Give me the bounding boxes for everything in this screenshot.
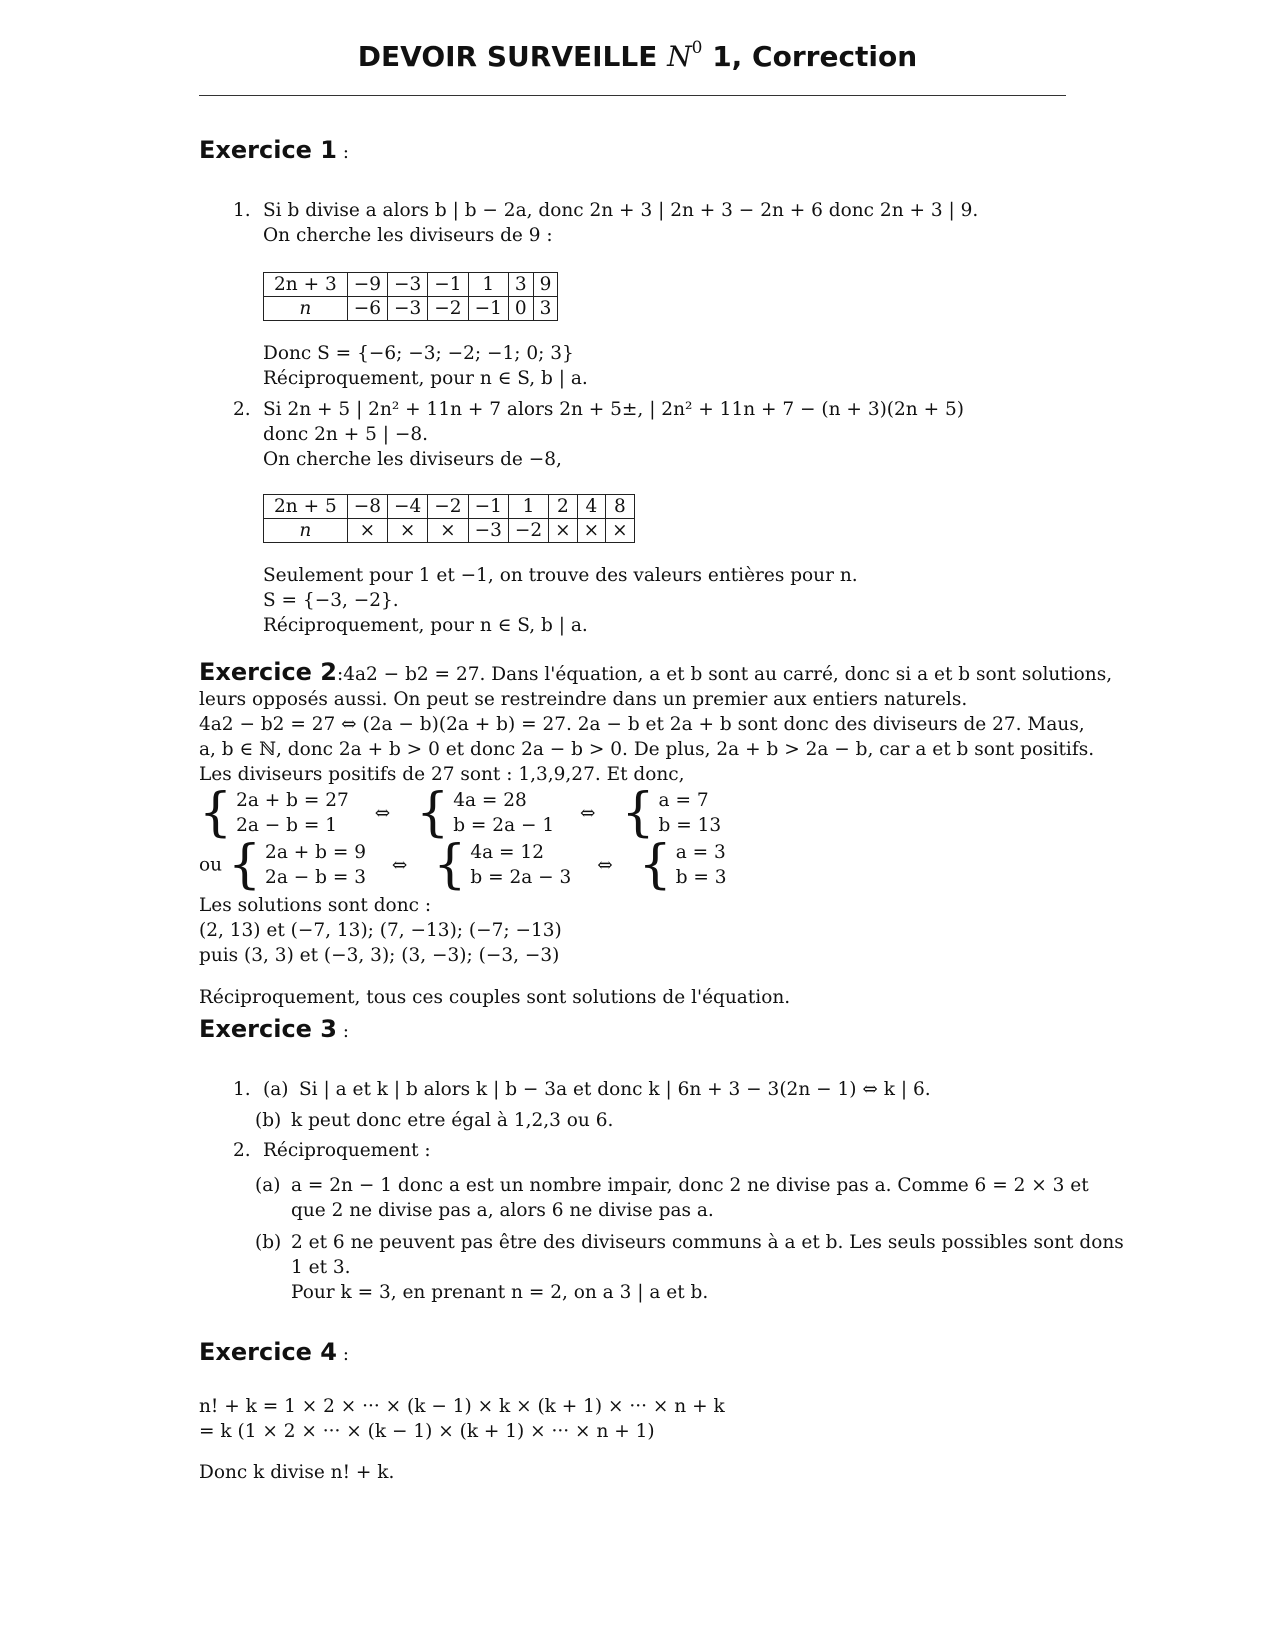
ex3-q1-number: 1. [233, 1079, 251, 1100]
ex3-q2b-line3: Pour k = 3, en prenant n = 2, on a 3 | a et b. [291, 1282, 709, 1303]
table-cell: −2 [428, 297, 468, 321]
table-cell: −3 [468, 519, 508, 543]
ex3-q1b-label: (b) [255, 1110, 282, 1131]
ex1-q2-text1: Si 2n + 5 | 2n² + 11n + 7 alors 2n + 5±, | 2n² + 11n + 7 − (n + 3)(2n + 5) [263, 399, 964, 420]
ex2-line3: 4a2 − b2 = 27 ⇔ (2a − b)(2a + b) = 27. 2a − b et 2a + b sont donc des diviseurs de 27. Maus, [199, 714, 1085, 735]
ex3-q2b-label: (b) [255, 1232, 282, 1253]
ex1-q2-number: 2. [233, 399, 251, 420]
table-cell: × [549, 519, 578, 543]
table-cell: × [388, 519, 428, 543]
table-cell: 2 [549, 495, 578, 519]
ex1-q1-line1 [233, 198, 978, 223]
table-cell: n [264, 519, 348, 543]
ex2-sol1: Les solutions sont donc : [199, 895, 432, 916]
ex2-heading-text: Exercice 2 [199, 658, 337, 686]
ex4-heading-colon: : [342, 1344, 349, 1365]
ex1-q2-line1 [233, 397, 964, 422]
left-brace: { [638, 835, 672, 895]
table-cell: 8 [606, 495, 635, 519]
title-right: 1, Correction [712, 40, 918, 73]
ex3-heading [199, 1017, 1069, 1044]
ex3-q2a-label: (a) [255, 1175, 281, 1196]
ex2-system1 [199, 783, 1069, 843]
ex3-q2a-line2: que 2 ne divise pas a, alors 6 ne divise pas a. [291, 1200, 714, 1221]
equation: 2a + b = 27 [236, 790, 349, 811]
table-cell: −8 [347, 495, 387, 519]
ex2-line4: a, b ∈ ℕ, donc 2a + b > 0 et donc 2a − b > 0. De plus, 2a + b > 2a − b, car a et b sont positifs. [199, 739, 1095, 760]
table-row [264, 495, 635, 519]
ex3-q2a-line1 [255, 1173, 1089, 1198]
ex4-heading-text: Exercice 4 [199, 1338, 337, 1366]
table-cell: 4 [577, 495, 606, 519]
equation: 4a = 28 [453, 790, 527, 811]
ex2-line2: leurs opposés aussi. On peut se restreindre dans un premier aux entiers naturels. [199, 689, 968, 710]
table-cell: −9 [347, 273, 387, 297]
ex4-line1: n! + k = 1 × 2 × ··· × (k − 1) × k × (k + 1) × ··· × n + k [199, 1396, 725, 1417]
page-title [0, 40, 1275, 73]
system-block [470, 840, 571, 890]
title-left: DEVOIR SURVEILLE [357, 40, 658, 73]
ex3-heading-text: Exercice 3 [199, 1015, 337, 1043]
ex1-heading [199, 138, 1069, 165]
ex1-q2-after2: S = {−3, −2}. [263, 590, 399, 611]
table-cell: 9 [533, 273, 558, 297]
ex1-q1-number: 1. [233, 200, 251, 221]
equation: 2a + b = 9 [265, 842, 366, 863]
ex2-text1: :4a2 − b2 = 27. Dans l'équation, a et b sont au carré, donc si a et b sont solutions, [337, 664, 1113, 685]
ex4-line2: = k (1 × 2 × ··· × (k − 1) × (k + 1) × ··· × n + 1) [199, 1421, 655, 1442]
table-cell: −1 [468, 297, 508, 321]
left-brace: { [433, 835, 467, 895]
ex3-q1b [255, 1108, 613, 1133]
table-cell: −4 [388, 495, 428, 519]
ex1-divisor-table-8 [263, 494, 635, 543]
table-cell: 0 [508, 297, 533, 321]
system-block [265, 840, 366, 890]
equation: b = 3 [675, 867, 727, 888]
ex4-line3: Donc k divise n! + k. [199, 1462, 395, 1483]
equation: 2a − b = 3 [265, 867, 366, 888]
table-row [264, 273, 558, 297]
ex1-q1-line2: On cherche les diviseurs de 9 : [263, 225, 553, 246]
left-brace: { [621, 783, 655, 843]
ex1-heading-colon: : [342, 142, 349, 163]
table-cell: × [347, 519, 387, 543]
table-cell: 2n + 5 [264, 495, 348, 519]
ex4-heading [199, 1340, 1069, 1367]
ex2-reciprocal: Réciproquement, tous ces couples sont solutions de l'équation. [199, 987, 791, 1008]
equation: a = 3 [675, 842, 726, 863]
ex3-q2b-line2: 1 et 3. [291, 1257, 351, 1278]
left-brace: { [416, 783, 450, 843]
table-cell: × [428, 519, 468, 543]
ex3-q1a-text: Si | a et k | b alors k | b − 3a et donc k | 6n + 3 − 3(2n − 1) ⇔ k | 6. [299, 1079, 931, 1100]
table-cell: −1 [428, 273, 468, 297]
equation: b = 2a − 3 [470, 867, 572, 888]
equation: 4a = 12 [470, 842, 544, 863]
table-cell: −3 [388, 273, 428, 297]
ex1-q2-after3: Réciproquement, pour n ∈ S, b | a. [263, 615, 588, 636]
ex3-q2b-line1 [255, 1230, 1124, 1255]
ex2-line5: Les diviseurs positifs de 27 sont : 1,3,9,27. Et donc, [199, 764, 685, 785]
system-block [659, 788, 722, 838]
ex3-q1a [233, 1077, 931, 1102]
left-brace: { [227, 835, 262, 895]
ex3-q2b-text1: 2 et 6 ne peuvent pas être des diviseurs communs à a et b. Les seuls possibles sont dons [291, 1232, 1124, 1253]
table-cell: 2n + 3 [264, 273, 348, 297]
ex1-divisor-table-9 [263, 272, 558, 321]
equation: 2a − b = 1 [236, 815, 338, 836]
title-superscript: 0 [691, 38, 703, 58]
ex3-q2-number: 2. [233, 1140, 251, 1161]
ex3-q2-text: Réciproquement : [263, 1140, 431, 1161]
ex2-line1 [199, 658, 1113, 687]
table-cell: × [606, 519, 635, 543]
table-cell: −2 [508, 519, 548, 543]
ex3-heading-colon: : [342, 1021, 349, 1042]
ex2-sol2: (2, 13) et (−7, 13); (7, −13); (−7; −13) [199, 920, 562, 941]
table-cell: −1 [468, 495, 508, 519]
ex3-q2a-text1: a = 2n − 1 donc a est un nombre impair, donc 2 ne divise pas a. Comme 6 = 2 × 3 et [291, 1175, 1089, 1196]
equation: b = 2a − 1 [453, 815, 555, 836]
ex1-q2-line2: donc 2n + 5 | −8. [263, 424, 429, 445]
ou-label: ou [199, 854, 223, 876]
ex1-q1-solution: Donc S = {−6; −3; −2; −1; 0; 3} [263, 343, 574, 364]
ex1-heading-text: Exercice 1 [199, 136, 337, 164]
ex1-q1-text1: Si b divise a alors b | b − 2a, donc 2n + 3 | 2n + 3 − 2n + 6 donc 2n + 3 | 9. [263, 200, 979, 221]
table-cell: −2 [428, 495, 468, 519]
ex3-q1a-label: (a) [263, 1079, 289, 1100]
system-block [453, 788, 554, 838]
table-cell: 3 [533, 297, 558, 321]
equivalence-symbol: ⇔ [580, 802, 596, 824]
title-divider [199, 95, 1066, 96]
equivalence-symbol: ⇔ [597, 854, 613, 876]
table-cell: n [264, 297, 348, 321]
system-block [236, 788, 349, 838]
table-cell: −6 [347, 297, 387, 321]
equation: a = 7 [658, 790, 709, 811]
table-cell: × [577, 519, 606, 543]
ex1-q2-after1: Seulement pour 1 et −1, on trouve des valeurs entières pour n. [263, 565, 858, 586]
table-row [264, 519, 635, 543]
left-brace: { [199, 783, 233, 843]
ex2-system2 [199, 835, 1069, 895]
equivalence-symbol: ⇔ [374, 802, 391, 824]
title-symbol: N [667, 40, 692, 73]
equation: b = 13 [658, 815, 722, 836]
table-cell: 3 [508, 273, 533, 297]
ex1-q2-line3: On cherche les diviseurs de −8, [263, 449, 562, 470]
table-cell: 1 [508, 495, 548, 519]
table-cell: 1 [468, 273, 508, 297]
ex1-q1-reciprocal: Réciproquement, pour n ∈ S, b | a. [263, 368, 588, 389]
table-row [264, 297, 558, 321]
ex2-sol3: puis (3, 3) et (−3, 3); (3, −3); (−3, −3) [199, 945, 560, 966]
ex3-q2 [233, 1138, 431, 1163]
system-block [676, 840, 727, 890]
table-cell: −3 [388, 297, 428, 321]
ex3-q1b-text: k peut donc etre égal à 1,2,3 ou 6. [291, 1110, 614, 1131]
equivalence-symbol: ⇔ [391, 854, 408, 876]
